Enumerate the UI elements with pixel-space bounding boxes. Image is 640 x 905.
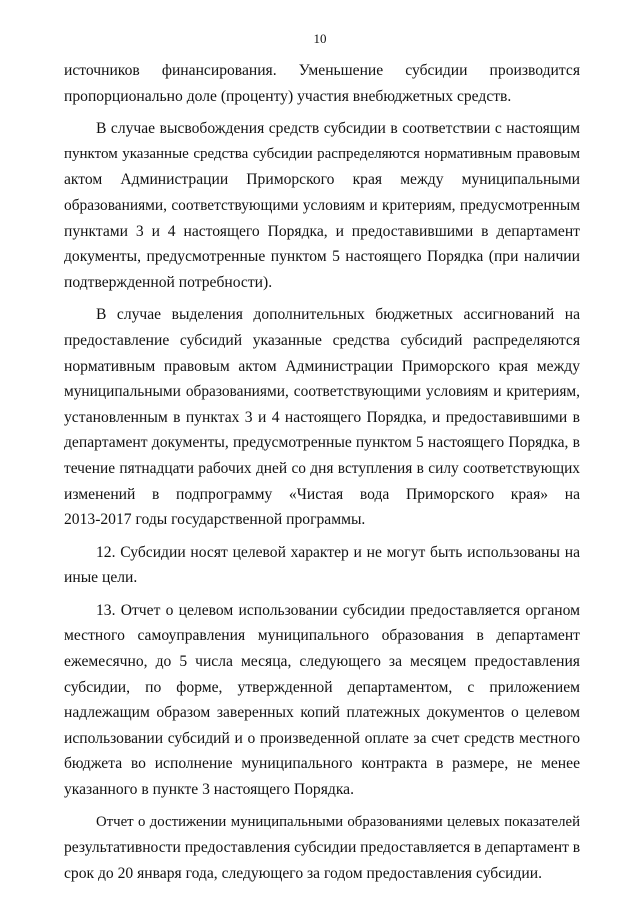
text-line: В случае выделения дополнительных бюджетных ассигнований на (96, 306, 580, 324)
text-line: документы, предусмотренные пунктом 5 настоящего Порядка (при наличии (64, 248, 580, 266)
text-line: 13. Отчет о целевом использовании субсидии предоставляется органом (96, 601, 580, 619)
paragraph-continuation (64, 58, 580, 109)
text-line: муниципальными образованиями, соответствующими условиям и критериям, (64, 383, 580, 401)
text-line: департамент документы, предусмотренные пунктом 5 настоящего Порядка, в (64, 434, 580, 452)
text-line: предоставление субсидий указанные средства субсидий распределяются (64, 331, 580, 349)
text-line: образованиями, соответствующими условиям и критериям, предусмотренным (64, 196, 580, 214)
text-line: 2013-2017 годы государственной программы. (64, 511, 366, 529)
text-line: 12. Субсидии носят целевой характер и не могут быть использованы на (96, 543, 580, 561)
paragraph-item-12 (64, 540, 580, 591)
text-line: пунктом указанные средства субсидии распределяются нормативным правовым (64, 145, 580, 162)
paragraph-additional-allocations (64, 302, 580, 532)
text-line: результативности предоставления субсидии предоставляется в департамент в (64, 839, 581, 857)
text-line: срок до 20 января года, следующего за годом предоставления субсидии. (64, 864, 543, 882)
text-line: изменений в подпрограмму «Чистая вода Приморского края» на (64, 485, 580, 503)
page-number: 10 (313, 31, 327, 46)
paragraph-performance-report (64, 810, 580, 887)
text-line: пропорционально доле (проценту) участия внебюджетных средств. (64, 87, 512, 105)
text-line: актом Администрации Приморского края между муниципальными (64, 171, 580, 189)
text-line: Отчет о достижении муниципальными образованиями целевых показателей (96, 813, 580, 830)
text-line: субсидии, по форме, утвержденной департаментом, с приложением (64, 678, 580, 696)
document-body (64, 58, 580, 886)
text-line: указанного в пункте 3 настоящего Порядка. (64, 781, 354, 799)
text-line: установленным в пунктах 3 и 4 настоящего Порядка, и предоставившими в (64, 408, 580, 426)
text-line: бюджета во исполнение муниципального контракта в размере, не менее (64, 755, 580, 773)
text-line: использовании субсидий и о произведенной оплате за счет средств местного (64, 729, 580, 747)
text-line: В случае высвобождения средств субсидии в соответствии с настоящим (96, 120, 580, 138)
text-line: нормативным правовым актом Администрации Приморского края между (64, 357, 580, 375)
text-line: течение пятнадцати рабочих дней со дня вступления в силу соответствующих (64, 459, 580, 477)
text-line: ежемесячно, до 5 числа месяца, следующего за месяцем предоставления (64, 653, 580, 671)
text-line: местного самоуправления муниципального образования в департамент (64, 627, 580, 645)
paragraph-released-funds (64, 116, 580, 295)
text-line: надлежащим образом заверенных копий платежных документов о целевом (64, 704, 580, 722)
text-line: пунктами 3 и 4 настоящего Порядка, и предоставившими в департамент (64, 222, 580, 240)
text-line: иные цели. (64, 569, 138, 587)
paragraph-item-13 (64, 598, 580, 803)
text-line: подтвержденной потребности). (64, 273, 273, 291)
text-line: источников финансирования. Уменьшение субсидии производится (64, 62, 580, 79)
